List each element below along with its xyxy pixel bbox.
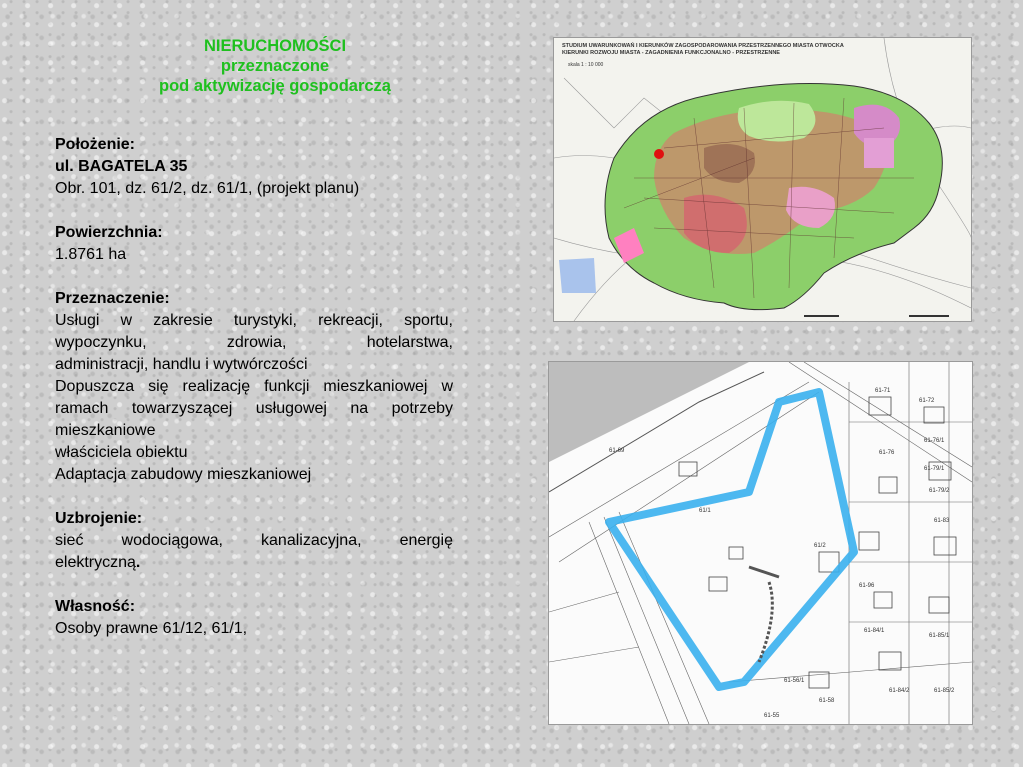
location-plots: Obr. 101, dz. 61/2, dz. 61/1, (projekt planu) [55,180,360,197]
parcel-label: 61/1 [699,508,711,514]
title-line-3: pod aktywizację gospodarczą [159,77,391,95]
study-map-header-1: STUDIUM UWARUNKOWAŃ I KIERUNKÓW ZAGOSPODAROWANIA PRZESTRZENNEGO MIASTA OTWOCKA [562,43,844,49]
ownership-value: Osoby prawne 61/12, 61/1, [55,620,248,637]
parcel-label: 61-85/2 [934,688,955,694]
parcel-label: 61-85/1 [929,633,950,639]
parcel-label: 61-84/1 [864,628,885,634]
utilities-text-2-main: elektryczną [55,554,136,571]
study-map-image [553,37,972,322]
utilities-text-2 [55,552,453,574]
location-label: Położenie: [55,136,136,153]
title-line-2: przeznaczone [220,57,330,75]
utilities-period: . [135,554,141,571]
purpose-text-1-end: administracji, handlu i wytwórczości [55,356,308,373]
study-map-drawing [554,38,971,321]
purpose-label: Przeznaczenie: [55,290,170,307]
parcel-label: 61-69 [609,448,625,454]
area-value: 1.8761 ha [55,246,127,263]
parcel-label: 61-72 [919,398,935,404]
location-section [55,134,453,200]
parcel-label: 61-84/2 [889,688,910,694]
utilities-text-1: sieć wodociągowa, kanalizacyjna, energię [55,532,453,549]
study-map-scale: skala 1 : 10 000 [568,62,604,68]
purpose-text-1: Usługi w zakresie turystyki, rekreacji, sportu, wypoczynku, zdrowia, hotelarstwa, [55,312,453,351]
parcel-label: 61-96 [859,583,875,589]
ownership-label: Własność: [55,598,136,615]
parcel-label: 61/2 [814,543,826,549]
page-title [110,36,440,96]
ownership-section [55,596,453,640]
purpose-text-3: Adaptacja zabudowy mieszkaniowej [55,466,312,483]
parcel-label: 61-71 [875,388,891,394]
study-map-header-2: KIERUNKI ROZWOJU MIASTA - ZAGADNIENIA FUNKCJONALNO - PRZESTRZENNE [562,49,780,56]
purpose-text-2-end: właściciela obiektu [55,444,188,461]
parcel-label: 61-56/1 [784,678,805,684]
area-section [55,222,453,266]
utilities-section [55,508,453,574]
property-details [55,134,453,662]
parcel-label: 61-79/1 [924,466,945,472]
area-label: Powierzchnia: [55,224,163,241]
parcel-label: 61-79/2 [929,488,950,494]
title-line-1: NIERUCHOMOŚCI [203,37,347,55]
study-map-header [562,43,952,56]
cadastral-map-image [548,361,973,725]
purpose-section [55,288,453,486]
parcel-label: 61-83 [934,518,950,524]
parcel-label: 61-58 [819,698,835,704]
utilities-label: Uzbrojenie: [55,510,143,527]
cadastral-map-drawing [549,362,972,724]
parcel-label: 61-55 [764,713,780,719]
location-street: ul. BAGATELA 35 [55,158,188,175]
parcel-label: 61-76/1 [924,438,945,444]
parcel-label: 61-76 [879,450,895,456]
purpose-text-2: Dopuszcza się realizację funkcji mieszkaniowej w ramach towarzyszącej usługowej na potrzeby mieszkaniowe [55,378,453,439]
